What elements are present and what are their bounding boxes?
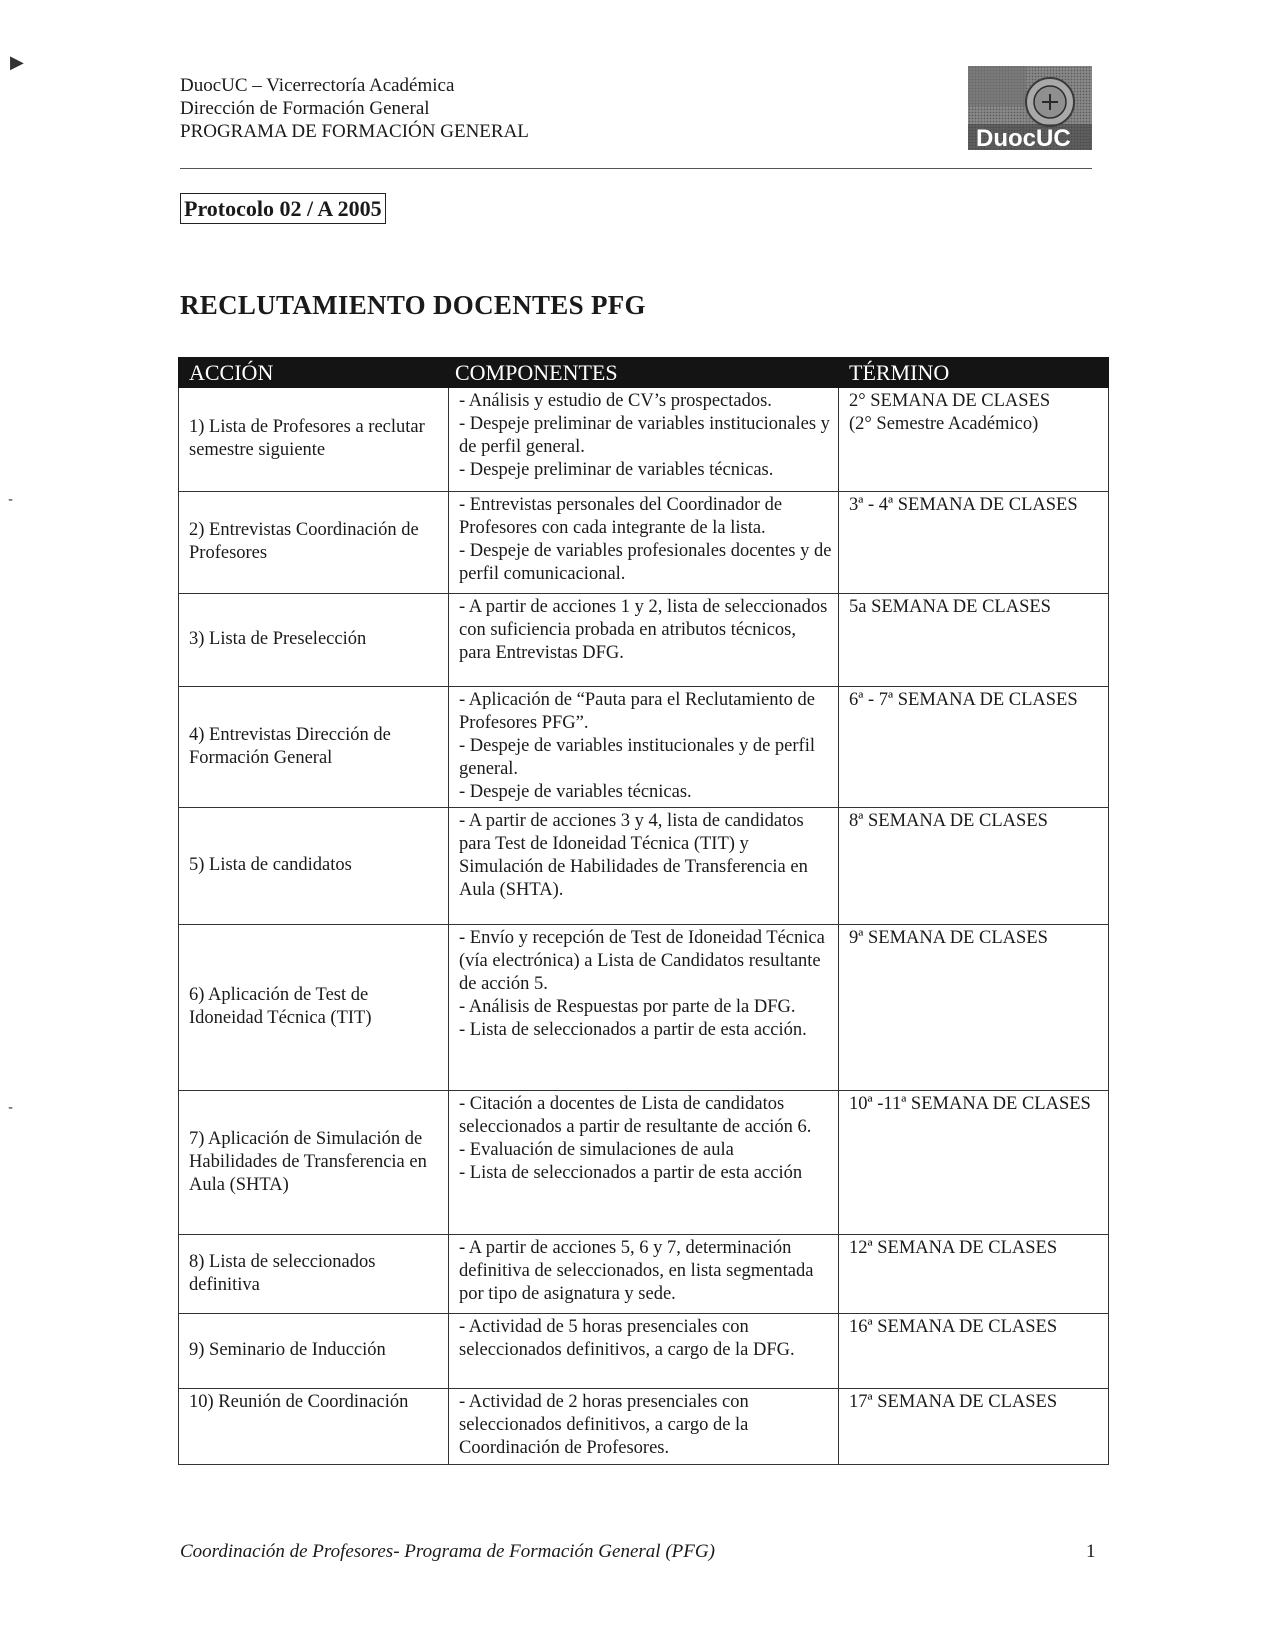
header-divider [180,168,1092,169]
component-item: - Citación a docentes de Lista de candidatos seleccionados a partir de resultante de acción 6. [459,1094,812,1137]
table-row [179,925,1109,1091]
term-line: 3ª - 4ª SEMANA DE CLASES [849,495,1078,515]
components-cell [449,687,839,808]
components-cell [449,1314,839,1389]
component-item: - Despeje de variables profesionales docentes y de perfil comunicacional. [459,541,832,584]
scan-artifact: ‐ [8,1100,14,1116]
component-item: - Despeje preliminar de variables técnicas. [459,460,774,480]
action-cell: 7) Aplicación de Simulación de Habilidades de Transferencia en Aula (SHTA) [179,1091,449,1235]
scan-artifact: ‐ [8,492,14,508]
term-cell [839,1389,1109,1465]
component-item: - Evaluación de simulaciones de aula [459,1140,734,1160]
term-line: 10ª -11ª SEMANA DE CLASES [849,1094,1091,1114]
page-title: RECLUTAMIENTO DOCENTES PFG [180,290,646,320]
term-line: 16ª SEMANA DE CLASES [849,1317,1058,1337]
components-cell [449,1091,839,1235]
term-line: 12ª SEMANA DE CLASES [849,1238,1058,1258]
table-row [179,1235,1109,1314]
scan-artifact: ▶ [10,52,24,73]
term-line: 8ª SEMANA DE CLASES [849,811,1048,831]
components-cell [449,492,839,594]
protocol-label: Protocolo 02 / A 2005 [180,193,386,224]
page-footer: Coordinación de Profesores- Programa de Formación General (PFG) [180,1541,715,1562]
component-item: - Despeje de variables técnicas. [459,782,692,802]
table-row [179,1091,1109,1235]
term-cell [839,687,1109,808]
term-line: 9ª SEMANA DE CLASES [849,928,1048,948]
page-number: 1 [1086,1541,1096,1562]
component-item: - Actividad de 5 horas presenciales con seleccionados definitivos, a cargo de la DFG. [459,1317,795,1360]
action-cell: 9) Seminario de Inducción [179,1314,449,1389]
term-cell [839,1235,1109,1314]
header-line-3: PROGRAMA DE FORMACIÓN GENERAL [180,121,529,142]
action-cell: 8) Lista de seleccionados definitiva [179,1235,449,1314]
table-row [179,388,1109,492]
header-componentes: COMPONENTES [449,358,839,388]
component-item: - A partir de acciones 5, 6 y 7, determinación definitiva de seleccionados, en lista segmentada por tipo de asignatura y sede. [459,1238,814,1304]
component-item: - Despeje preliminar de variables institucionales y de perfil general. [459,414,830,457]
table-row [179,1389,1109,1465]
table-header-row [179,358,1109,388]
table-row [179,594,1109,687]
document-header [180,74,529,143]
term-cell [839,388,1109,492]
header-termino: TÉRMINO [839,358,1109,388]
term-line: 2° SEMANA DE CLASES [849,391,1051,411]
header-line-1: DuocUC – Vicerrectoría Académica [180,75,455,96]
term-cell [839,492,1109,594]
component-item: - Lista de seleccionados a partir de esta acción [459,1163,803,1183]
component-item: - A partir de acciones 1 y 2, lista de seleccionados con suficiencia probada en atributos técnicos, para Entrevistas DFG. [459,597,828,663]
component-item: - Lista de seleccionados a partir de esta acción. [459,1020,807,1040]
component-item: - A partir de acciones 3 y 4, lista de candidatos para Test de Idoneidad Técnica (TIT) y Simulación de Habilidades de Transferencia en Aula (SHTA). [459,811,808,900]
action-cell: 5) Lista de candidatos [179,808,449,925]
table-row [179,1314,1109,1389]
action-cell: 2) Entrevistas Coordinación de Profesores [179,492,449,594]
components-cell [449,925,839,1091]
component-item: - Despeje de variables institucionales y de perfil general. [459,736,815,779]
table-row [179,492,1109,594]
component-item: - Análisis y estudio de CV’s prospectados. [459,391,772,411]
term-line: 6ª - 7ª SEMANA DE CLASES [849,690,1078,710]
term-cell [839,1091,1109,1235]
components-cell [449,808,839,925]
action-cell: 6) Aplicación de Test de Idoneidad Técnica (TIT) [179,925,449,1091]
action-cell: 3) Lista de Preselección [179,594,449,687]
logo-wordmark: DuocUC [976,125,1071,150]
table-row [179,687,1109,808]
component-item: - Aplicación de “Pauta para el Reclutamiento de Profesores PFG”. [459,690,815,733]
action-cell: 1) Lista de Profesores a reclutar semestre siguiente [179,388,449,492]
term-cell [839,1314,1109,1389]
component-item: - Envío y recepción de Test de Idoneidad Técnica (vía electrónica) a Lista de Candidatos resultante de acción 5. [459,928,825,994]
action-cell: 4) Entrevistas Dirección de Formación General [179,687,449,808]
term-line: 5a SEMANA DE CLASES [849,597,1051,617]
components-cell [449,1235,839,1314]
component-item: - Análisis de Respuestas por parte de la DFG. [459,997,796,1017]
components-cell [449,388,839,492]
term-cell [839,925,1109,1091]
header-line-2: Dirección de Formación General [180,98,430,119]
term-line: 17ª SEMANA DE CLASES [849,1392,1058,1412]
table-row [179,808,1109,925]
recruitment-table [178,357,1109,1465]
action-cell: 10) Reunión de Coordinación [179,1389,449,1465]
component-item: - Entrevistas personales del Coordinador de Profesores con cada integrante de la lista. [459,495,783,538]
term-cell [839,808,1109,925]
component-item: - Actividad de 2 horas presenciales con seleccionados definitivos, a cargo de la Coordinación de Profesores. [459,1392,749,1458]
term-line: (2° Semestre Académico) [849,414,1039,434]
components-cell [449,1389,839,1465]
term-cell [839,594,1109,687]
header-accion: ACCIÓN [179,358,449,388]
duocuc-logo [968,66,1092,150]
components-cell [449,594,839,687]
